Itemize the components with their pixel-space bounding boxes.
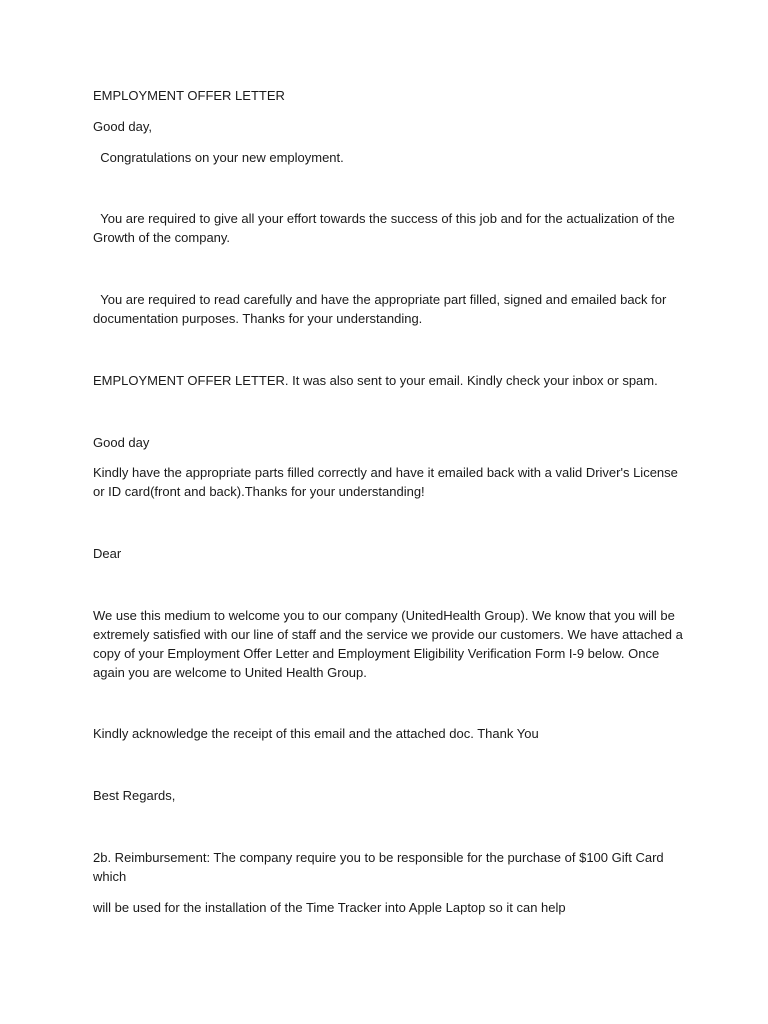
greeting: Good day, (93, 119, 153, 134)
fill-parts-paragraph: Kindly have the appropriate parts filled correctly and have it emailed back with a valid Driver's License or ID card(front and back).Thanks for your understanding! (93, 465, 682, 499)
letter-heading: EMPLOYMENT OFFER LETTER (93, 88, 285, 103)
salutation: Dear (93, 546, 122, 561)
congratulations-line: Congratulations on your new employment. (93, 150, 344, 165)
read-carefully-paragraph: You are required to read carefully and have the appropriate part filled, signed and emailed back for documentation purposes. Thanks for your understanding. (93, 292, 670, 326)
reimbursement-continuation: will be used for the installation of the Time Tracker into Apple Laptop so it can help (93, 900, 566, 915)
sent-notice-line: EMPLOYMENT OFFER LETTER. It was also sent to your email. Kindly check your inbox or spam. (93, 373, 658, 388)
welcome-paragraph: We use this medium to welcome you to our company (UnitedHealth Group). We know that you will be extremely satisfied with our line of staff and the service we provide our customers. We have attached a copy of your Employment Offer Letter and Employment Eligibility Verification Form I-9 below. Once again you are welcome to United Health Group. (93, 608, 687, 680)
greeting-2: Good day (93, 435, 150, 450)
effort-paragraph: You are required to give all your effort towards the success of this job and for the actualization of the Growth of the company. (93, 211, 679, 245)
reimbursement-paragraph: 2b. Reimbursement: The company require you to be responsible for the purchase of $100 Gift Card which (93, 850, 668, 884)
acknowledge-line: Kindly acknowledge the receipt of this email and the attached doc. Thank You (93, 726, 539, 741)
closing-line: Best Regards, (93, 788, 176, 803)
